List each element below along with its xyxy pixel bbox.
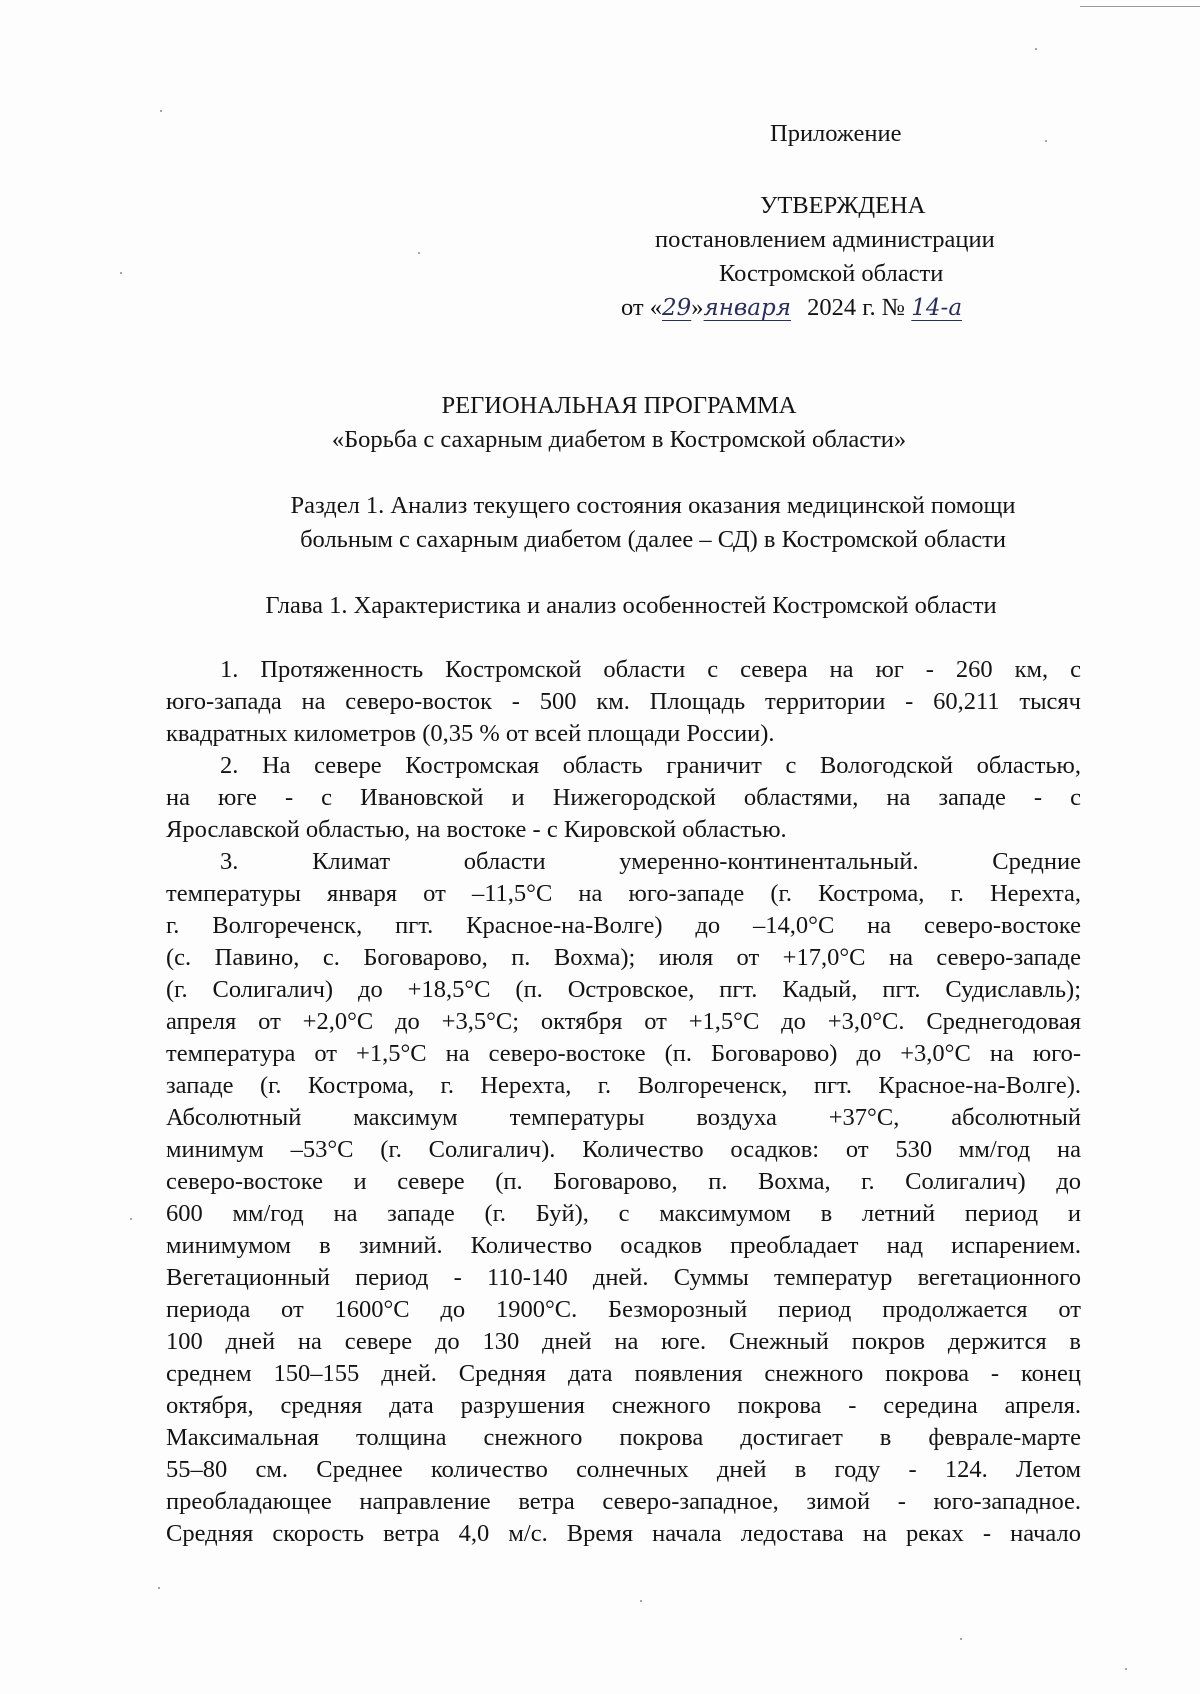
resolution-label: постановлением администрации xyxy=(655,226,995,253)
paragraph-3-line: температуры января от –11,5°С на юго-западе (г. Кострома, г. Нерехта, xyxy=(166,880,1081,907)
paragraph-3-line: Абсолютный максимум температуры воздуха +37°С, абсолютный xyxy=(166,1104,1081,1131)
program-subtitle: «Борьба с сахарным диабетом в Костромской области» xyxy=(331,426,907,453)
paragraph-3-line: температура от +1,5°С на северо-востоке (п. Боговарово) до +3,0°С на юго- xyxy=(166,1040,1081,1067)
scan-speck xyxy=(158,1587,160,1589)
paragraph-3-line: апреля от +2,0°С до +3,5°С; октября от +1,5°С до +3,0°С. Среднегодовая xyxy=(166,1008,1081,1035)
scan-speck xyxy=(1035,48,1037,50)
paragraph-3-line: (с. Павино, с. Боговарово, п. Вохма); июля от +17,0°С на северо-западе xyxy=(166,944,1081,971)
paragraph-3-line: октября, средняя дата разрушения снежного покрова - середина апреля. xyxy=(166,1392,1081,1419)
appendix-label: Приложение xyxy=(770,120,902,147)
date-month-handwritten: января xyxy=(703,295,791,321)
paragraph-2-line: на юге - с Ивановской и Нижегородской областями, на западе - с xyxy=(166,784,1081,811)
paragraph-3-line: среднем 150–155 дней. Средняя дата появления снежного покрова - конец xyxy=(166,1360,1081,1387)
paragraph-3-line: минимумом в зимний. Количество осадков преобладает над испарением. xyxy=(166,1232,1081,1259)
paragraph-3-line: периода от 1600°С до 1900°С. Безморозный период продолжается от xyxy=(166,1296,1081,1323)
paragraph-3-line: 600 мм/год на западе (г. Буй), с максимумом в летний период и xyxy=(166,1200,1081,1227)
section-heading-line-2: больным с сахарным диабетом (далее – СД) в Костромской области xyxy=(300,526,1006,553)
paragraph-3-line: минимум –53°С (г. Солигалич). Количество осадков: от 530 мм/год на xyxy=(166,1136,1081,1163)
scan-speck xyxy=(418,252,420,254)
scan-speck xyxy=(960,1638,962,1640)
paragraph-3-line: западе (г. Кострома, г. Нерехта, г. Волгореченск, пгт. Красное-на-Волге). xyxy=(166,1072,1081,1099)
paragraph-3-line: Вегетационный период - 110-140 дней. Суммы температур вегетационного xyxy=(166,1264,1081,1291)
paragraph-3-line: г. Волгореченск, пгт. Красное-на-Волге) до –14,0°С на северо-востоке xyxy=(166,912,1081,939)
paragraph-3-line: (г. Солигалич) до +18,5°С (п. Островское, пгт. Кадый, пгт. Судиславль); xyxy=(166,976,1081,1003)
program-title: РЕГИОНАЛЬНАЯ ПРОГРАММА xyxy=(441,392,797,419)
paragraph-3-line: северо-востоке и севере (п. Боговарово, п. Вохма, г. Солигалич) до xyxy=(166,1168,1081,1195)
paragraph-3-line: Максимальная толщина снежного покрова достигает в феврале-марте xyxy=(166,1424,1081,1451)
paragraph-1-line: юго-запада на северо-восток - 500 км. Площадь территории - 60,211 тысяч xyxy=(166,688,1081,715)
paragraph-3-line: Средняя скорость ветра 4,0 м/с. Время начала ледостава на реках - начало xyxy=(166,1520,1081,1547)
paragraph-3-line: 55–80 см. Среднее количество солнечных дней в году - 124. Летом xyxy=(166,1456,1081,1483)
scan-speck xyxy=(120,272,122,274)
resolution-date-line xyxy=(621,292,962,324)
section-heading-line-1: Раздел 1. Анализ текущего состояния оказания медицинской помощи xyxy=(290,492,1016,519)
region-label: Костромской области xyxy=(719,260,944,287)
chapter-heading: Глава 1. Характеристика и анализ особенностей Костромской области xyxy=(265,592,997,619)
approved-label: УТВЕРЖДЕНА xyxy=(760,192,926,219)
paragraph-1-line: 1. Протяженность Костромской области с севера на юг - 260 км, с xyxy=(220,656,1081,683)
scan-speck xyxy=(160,110,162,112)
resolution-number-handwritten: 14-а xyxy=(911,295,963,321)
date-day-handwritten: 29 xyxy=(662,295,692,321)
date-mid: » xyxy=(691,294,704,321)
scan-speck xyxy=(1045,140,1047,142)
paragraph-2-line: Ярославской областью, на востоке - с Кировской областью. xyxy=(166,816,787,843)
scan-speck xyxy=(1125,1668,1127,1670)
date-year: 2024 г. № xyxy=(807,294,906,321)
scan-artifact-line xyxy=(1080,6,1200,7)
paragraph-3-line: 100 дней на севере до 130 дней на юге. Снежный покров держится в xyxy=(166,1328,1081,1355)
scan-speck xyxy=(130,1218,132,1220)
date-prefix: от « xyxy=(621,294,663,321)
paragraph-2-line: 2. На севере Костромская область граничит с Вологодской областью, xyxy=(220,752,1081,779)
paragraph-3-line: 3. Климат области умеренно-континентальный. Средние xyxy=(220,848,1081,875)
paragraph-3-line: преобладающее направление ветра северо-западное, зимой - юго-западное. xyxy=(166,1488,1081,1515)
scan-speck xyxy=(640,1600,642,1602)
paragraph-1-line: квадратных километров (0,35 % от всей площади России). xyxy=(166,720,775,747)
